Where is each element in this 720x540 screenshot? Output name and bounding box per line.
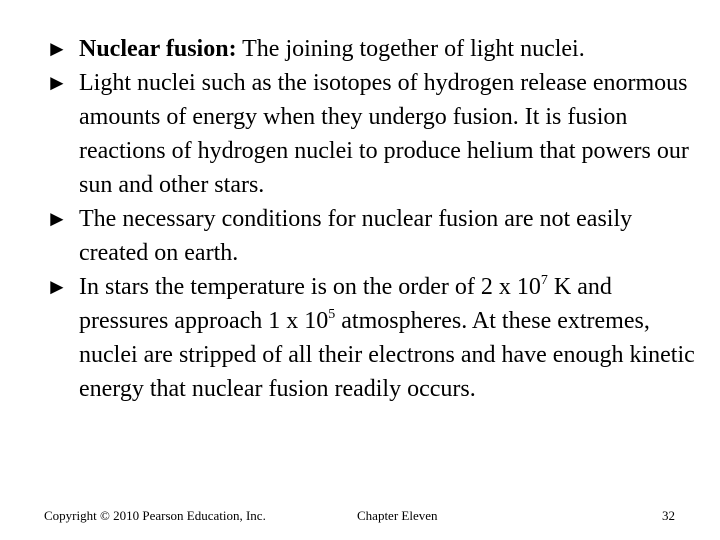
bullet-text-part: In stars the temperature is on the order of 2 x 10 [79,274,541,300]
temperature-exponent: 7 [540,273,548,288]
bullet-item-necessary-conditions [46,202,706,270]
bullet-text-part: atmospheres. At these extremes, nuclei are stripped of all their electrons and have enough kinetic energy that nuclear fusion readily occurs. [79,308,695,402]
bullet-arrow-icon: ► [46,36,68,61]
pressure-exponent: 5 [328,307,336,322]
bullet-item-light-nuclei [46,66,706,202]
bullet-definition: The joining together of light nuclei. [236,36,585,62]
footer-copyright: Copyright © 2010 Pearson Education, Inc. [44,508,266,523]
footer-chapter: Chapter Eleven [357,508,438,523]
bullet-item-nuclear-fusion [46,32,706,66]
bullet-text-part: K and pressures approach 1 x 10 [79,274,612,334]
bullet-arrow-icon: ► [46,274,68,299]
bullet-arrow-icon: ► [46,70,68,95]
bullet-arrow-icon: ► [46,206,68,231]
bullet-item-stellar-conditions [46,270,706,406]
bullet-text: The necessary conditions for nuclear fusion are not easily created on earth. [79,206,633,266]
footer-page-number: 32 [662,508,675,523]
bullet-text: Light nuclei such as the isotopes of hydrogen release enormous amounts of energy when they undergo fusion. It is fusion reactions of hydrogen nuclei to produce helium that powers our sun and other stars. [79,70,689,198]
slide-body [46,32,706,406]
bullet-term: Nuclear fusion: [79,36,237,62]
